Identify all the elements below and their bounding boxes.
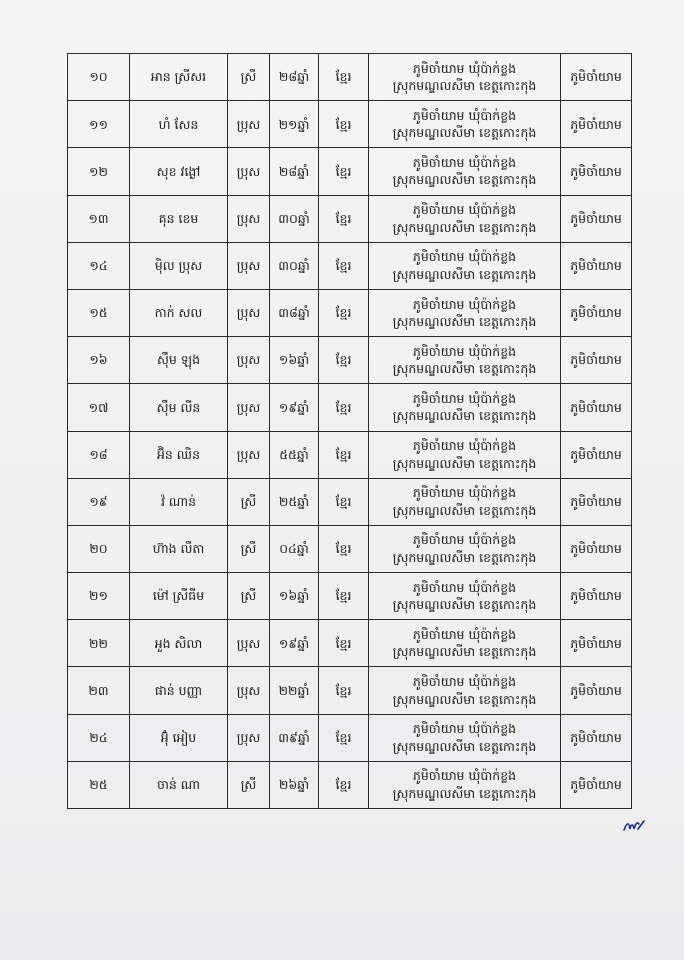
person-name-cell: សុខ វង្ងៅ <box>130 148 228 195</box>
row-number-cell: ១៥ <box>68 289 130 336</box>
sex-cell: ប្រុស <box>228 337 270 384</box>
address-line-1: ភូមិចាំយាម ឃុំប៉ាក់ខ្លង <box>412 485 517 501</box>
table-row <box>68 101 632 148</box>
sex-cell: ប្រុស <box>228 289 270 336</box>
age-cell: ១៦ឆ្នាំ <box>270 337 319 384</box>
address-line-2: ស្រុកមណ្ឌលសីមា ខេត្តកោះកុង <box>392 785 537 801</box>
address-line-2: ស្រុកមណ្ឌលសីមា ខេត្តកោះកុង <box>392 408 537 424</box>
address-line-2: ស្រុកមណ្ឌលសីមា ខេត្តកោះកុង <box>392 644 537 660</box>
sex-cell: ប្រុស <box>228 148 270 195</box>
person-name-cell: កាក់ សល <box>130 289 228 336</box>
address-line-2: ស្រុកមណ្ឌលសីមា ខេត្តកោះកុង <box>392 172 537 188</box>
address-cell <box>369 337 561 384</box>
age-cell: ២៥ឆ្នាំ <box>270 478 319 525</box>
sex-cell: ប្រុស <box>228 620 270 667</box>
village-cell: ភូមិចាំយាម <box>561 54 632 101</box>
age-cell: ១៦ឆ្នាំ <box>270 573 319 620</box>
address-cell <box>369 242 561 289</box>
table-row <box>68 714 632 761</box>
address-cell <box>369 478 561 525</box>
roster-table <box>67 53 632 809</box>
nationality-cell: ខ្មែរ <box>319 148 369 195</box>
sex-cell: ប្រុស <box>228 384 270 431</box>
table-row <box>68 195 632 242</box>
row-number-cell: ២៥ <box>68 761 130 808</box>
age-cell: ២៨ឆ្នាំ <box>270 54 319 101</box>
address-line-1: ភូមិចាំយាម ឃុំប៉ាក់ខ្លង <box>412 60 517 76</box>
table-row <box>68 148 632 195</box>
address-cell <box>369 101 561 148</box>
address-line-1: ភូមិចាំយាម ឃុំប៉ាក់ខ្លង <box>412 107 517 123</box>
address-cell <box>369 620 561 667</box>
nationality-cell: ខ្មែរ <box>319 431 369 478</box>
address-line-1: ភូមិចាំយាម ឃុំប៉ាក់ខ្លង <box>412 202 517 218</box>
person-name-cell: អ៊ិន ឈិន <box>130 431 228 478</box>
address-line-1: ភូមិចាំយាម ឃុំប៉ាក់ខ្លង <box>412 296 517 312</box>
row-number-cell: ១២ <box>68 148 130 195</box>
address-line-1: ភូមិចាំយាម ឃុំប៉ាក់ខ្លង <box>412 626 517 642</box>
address-line-1: ភូមិចាំយាម ឃុំប៉ាក់ខ្លង <box>412 154 517 170</box>
nationality-cell: ខ្មែរ <box>319 337 369 384</box>
sex-cell: ស្រី <box>228 761 270 808</box>
address-line-2: ស្រុកមណ្ឌលសីមា ខេត្តកោះកុង <box>392 738 537 754</box>
village-cell: ភូមិចាំយាម <box>561 525 632 572</box>
address-line-1: ភូមិចាំយាម ឃុំប៉ាក់ខ្លង <box>412 579 517 595</box>
sex-cell: ប្រុស <box>228 667 270 714</box>
table-row <box>68 431 632 478</box>
address-line-1: ភូមិចាំយាម ឃុំប៉ាក់ខ្លង <box>412 532 517 548</box>
village-cell: ភូមិចាំយាម <box>561 573 632 620</box>
nationality-cell: ខ្មែរ <box>319 525 369 572</box>
village-cell: ភូមិចាំយាម <box>561 289 632 336</box>
table-row <box>68 620 632 667</box>
person-name-cell: គុន ខេម <box>130 195 228 242</box>
age-cell: ២៨ឆ្នាំ <box>270 148 319 195</box>
address-line-1: ភូមិចាំយាម ឃុំប៉ាក់ខ្លង <box>412 674 517 690</box>
person-name-cell: ម៉ិល ប្រុស <box>130 242 228 289</box>
age-cell: ៣៨ឆ្នាំ <box>270 289 319 336</box>
address-cell <box>369 54 561 101</box>
table-row <box>68 525 632 572</box>
address-line-1: ភូមិចាំយាម ឃុំប៉ាក់ខ្លង <box>412 721 517 737</box>
village-cell: ភូមិចាំយាម <box>561 384 632 431</box>
address-cell <box>369 573 561 620</box>
address-line-2: ស្រុកមណ្ឌលសីមា ខេត្តកោះកុង <box>392 549 537 565</box>
table-row <box>68 289 632 336</box>
village-cell: ភូមិចាំយាម <box>561 242 632 289</box>
signature-stroke <box>624 821 644 830</box>
address-cell <box>369 431 561 478</box>
person-name-cell: អ៊ុំ អៀប <box>130 714 228 761</box>
row-number-cell: ១០ <box>68 54 130 101</box>
sex-cell: ប្រុស <box>228 195 270 242</box>
age-cell: ៥៥ឆ្នាំ <box>270 431 319 478</box>
row-number-cell: ១១ <box>68 101 130 148</box>
village-cell: ភូមិចាំយាម <box>561 478 632 525</box>
table-row <box>68 573 632 620</box>
row-number-cell: ១៩ <box>68 478 130 525</box>
address-line-2: ស្រុកមណ្ឌលសីមា ខេត្តកោះកុង <box>392 125 537 141</box>
address-cell <box>369 667 561 714</box>
nationality-cell: ខ្មែរ <box>319 573 369 620</box>
row-number-cell: ១៦ <box>68 337 130 384</box>
age-cell: ០៤ឆ្នាំ <box>270 525 319 572</box>
address-cell <box>369 195 561 242</box>
address-line-1: ភូមិចាំយាម ឃុំប៉ាក់ខ្លង <box>412 390 517 406</box>
row-number-cell: ២០ <box>68 525 130 572</box>
sex-cell: ប្រុស <box>228 714 270 761</box>
age-cell: ៣៩ឆ្នាំ <box>270 714 319 761</box>
address-cell <box>369 761 561 808</box>
table-row <box>68 54 632 101</box>
sex-cell: ស្រី <box>228 478 270 525</box>
address-line-2: ស្រុកមណ្ឌលសីមា ខេត្តកោះកុង <box>392 502 537 518</box>
address-line-2: ស្រុកមណ្ឌលសីមា ខេត្តកោះកុង <box>392 314 537 330</box>
person-name-cell: អួង សិលា <box>130 620 228 667</box>
village-cell: ភូមិចាំយាម <box>561 431 632 478</box>
address-line-2: ស្រុកមណ្ឌលសីមា ខេត្តកោះកុង <box>392 78 537 94</box>
age-cell: ៣០ឆ្នាំ <box>270 195 319 242</box>
nationality-cell: ខ្មែរ <box>319 667 369 714</box>
table-row <box>68 242 632 289</box>
sex-cell: ប្រុស <box>228 101 270 148</box>
nationality-cell: ខ្មែរ <box>319 242 369 289</box>
nationality-cell: ខ្មែរ <box>319 289 369 336</box>
village-cell: ភូមិចាំយាម <box>561 195 632 242</box>
table-row <box>68 337 632 384</box>
address-line-2: ស្រុកមណ្ឌលសីមា ខេត្តកោះកុង <box>392 597 537 613</box>
age-cell: ៣០ឆ្នាំ <box>270 242 319 289</box>
address-line-2: ស្រុកមណ្ឌលសីមា ខេត្តកោះកុង <box>392 691 537 707</box>
village-cell: ភូមិចាំយាម <box>561 337 632 384</box>
nationality-cell: ខ្មែរ <box>319 620 369 667</box>
address-line-1: ភូមិចាំយាម ឃុំប៉ាក់ខ្លង <box>412 249 517 265</box>
sex-cell: ប្រុស <box>228 242 270 289</box>
address-line-2: ស្រុកមណ្ឌលសីមា ខេត្តកោះកុង <box>392 266 537 282</box>
table-row <box>68 384 632 431</box>
nationality-cell: ខ្មែរ <box>319 714 369 761</box>
nationality-cell: ខ្មែរ <box>319 101 369 148</box>
address-line-2: ស្រុកមណ្ឌលសីមា ខេត្តកោះកុង <box>392 361 537 377</box>
person-name-cell: ហ៊ាង លីតា <box>130 525 228 572</box>
nationality-cell: ខ្មែរ <box>319 54 369 101</box>
sex-cell: ស្រី <box>228 573 270 620</box>
row-number-cell: ២១ <box>68 573 130 620</box>
age-cell: ២៦ឆ្នាំ <box>270 761 319 808</box>
row-number-cell: ២៤ <box>68 714 130 761</box>
address-cell <box>369 289 561 336</box>
handwritten-initial <box>622 818 646 834</box>
row-number-cell: ១៧ <box>68 384 130 431</box>
address-cell <box>369 525 561 572</box>
age-cell: ១៩ឆ្នាំ <box>270 384 319 431</box>
address-line-1: ភូមិចាំយាម ឃុំប៉ាក់ខ្លង <box>412 343 517 359</box>
nationality-cell: ខ្មែរ <box>319 195 369 242</box>
table-row <box>68 761 632 808</box>
table-row <box>68 478 632 525</box>
row-number-cell: ២៣ <box>68 667 130 714</box>
village-cell: ភូមិចាំយាម <box>561 667 632 714</box>
address-cell <box>369 148 561 195</box>
person-name-cell: អាន ស្រីសរ <box>130 54 228 101</box>
address-line-2: ស្រុកមណ្ឌលសីមា ខេត្តកោះកុង <box>392 219 537 235</box>
sex-cell: ស្រី <box>228 54 270 101</box>
sex-cell: ប្រុស <box>228 431 270 478</box>
table-row <box>68 667 632 714</box>
village-cell: ភូមិចាំយាម <box>561 761 632 808</box>
nationality-cell: ខ្មែរ <box>319 384 369 431</box>
person-name-cell: ម៉ៅ ស្រីធីម <box>130 573 228 620</box>
person-name-cell: ស៊ឹម លីន <box>130 384 228 431</box>
address-line-2: ស្រុកមណ្ឌលសីមា ខេត្តកោះកុង <box>392 455 537 471</box>
roster-body <box>68 54 632 809</box>
person-name-cell: ស៊ឹម ឡុង <box>130 337 228 384</box>
row-number-cell: ១៤ <box>68 242 130 289</box>
person-name-cell: ចាន់ ណា <box>130 761 228 808</box>
person-name-cell: វ៉ ណាន់ <box>130 478 228 525</box>
address-cell <box>369 384 561 431</box>
row-number-cell: ១៨ <box>68 431 130 478</box>
village-cell: ភូមិចាំយាម <box>561 714 632 761</box>
village-cell: ភូមិចាំយាម <box>561 620 632 667</box>
age-cell: ២១ឆ្នាំ <box>270 101 319 148</box>
nationality-cell: ខ្មែរ <box>319 478 369 525</box>
row-number-cell: ២២ <box>68 620 130 667</box>
village-cell: ភូមិចាំយាម <box>561 101 632 148</box>
age-cell: ២២ឆ្នាំ <box>270 667 319 714</box>
address-line-1: ភូមិចាំយាម ឃុំប៉ាក់ខ្លង <box>412 438 517 454</box>
address-cell <box>369 714 561 761</box>
person-name-cell: ហំ សែន <box>130 101 228 148</box>
village-cell: ភូមិចាំយាម <box>561 148 632 195</box>
row-number-cell: ១៣ <box>68 195 130 242</box>
address-line-1: ភូមិចាំយាម ឃុំប៉ាក់ខ្លង <box>412 768 517 784</box>
age-cell: ១៩ឆ្នាំ <box>270 620 319 667</box>
nationality-cell: ខ្មែរ <box>319 761 369 808</box>
person-name-cell: ផាន់ បញ្ញា <box>130 667 228 714</box>
sex-cell: ស្រី <box>228 525 270 572</box>
